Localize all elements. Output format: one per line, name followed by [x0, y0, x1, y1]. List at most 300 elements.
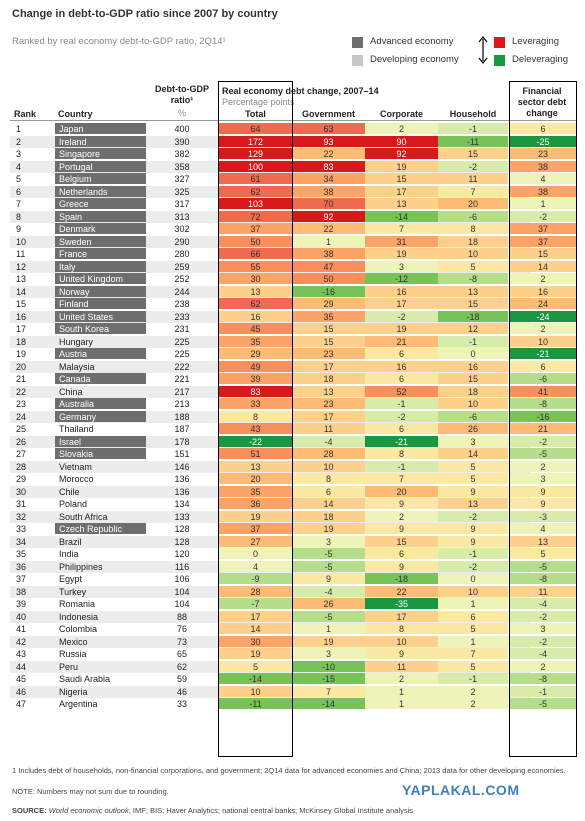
hh-cell: 5	[438, 261, 508, 272]
country-cell: Vietnam	[59, 461, 92, 472]
country-cell: Thailand	[59, 424, 94, 434]
rank-cell: 13	[16, 274, 27, 284]
gov-cell: -5	[292, 611, 365, 622]
rank-cell: 15	[16, 299, 27, 309]
hh-cell: -1	[438, 336, 508, 347]
total-cell: 13	[219, 286, 292, 297]
total-cell: 39	[219, 373, 292, 384]
gov-cell: 7	[292, 686, 365, 697]
ratio-cell: 238	[174, 299, 190, 309]
fin-cell: 3	[510, 623, 576, 634]
rank-cell: 4	[16, 161, 22, 172]
ratio-cell: 244	[174, 286, 190, 297]
country-cell: Brazil	[59, 536, 82, 547]
fin-cell: -16	[510, 411, 576, 422]
country-cell: Poland	[59, 499, 88, 509]
hh-cell: 6	[438, 611, 508, 622]
corp-cell: 16	[365, 361, 438, 372]
gov-cell: -14	[292, 698, 365, 709]
hh-cell: -6	[438, 411, 508, 422]
rank-cell: 38	[16, 586, 27, 597]
corp-cell: 6	[365, 373, 438, 384]
fin-cell: 4	[510, 173, 576, 184]
corp-cell: 17	[365, 186, 438, 197]
rank-cell: 36	[16, 561, 27, 572]
gov-cell: 17	[292, 361, 365, 372]
country-cell: Canada	[55, 373, 146, 384]
fin-cell: 2	[510, 661, 576, 672]
header-total: Total	[245, 109, 266, 119]
fin-cell: -2	[510, 611, 576, 622]
hh-cell: 7	[438, 186, 508, 197]
fin-cell: 3	[510, 473, 576, 484]
corp-cell: 19	[365, 248, 438, 259]
fin-cell: -25	[510, 136, 576, 147]
header-divider	[10, 120, 576, 121]
country-cell: Israel	[55, 436, 146, 447]
ratio-cell: 382	[174, 149, 190, 159]
total-cell: 19	[219, 511, 292, 522]
ratio-cell: 65	[176, 649, 187, 659]
watermark: YAPLAKAL.COM	[402, 782, 520, 798]
header-financial: Financial sector debt change	[517, 86, 567, 118]
hh-cell: 18	[438, 386, 508, 397]
header-country: Country	[58, 109, 93, 119]
country-cell: Colombia	[59, 624, 98, 634]
rank-cell: 20	[16, 361, 27, 372]
total-cell: 29	[219, 348, 292, 359]
total-cell: 62	[219, 186, 292, 197]
rank-cell: 17	[16, 324, 27, 334]
total-cell: 0	[219, 548, 292, 559]
total-cell: 33	[219, 398, 292, 409]
ratio-cell: 221	[174, 374, 190, 384]
gov-cell: 10	[292, 461, 365, 472]
header-group-title: Real economy debt change, 2007–14	[222, 86, 379, 96]
ratio-cell: 213	[174, 399, 190, 409]
country-cell: Russia	[59, 649, 87, 659]
corp-cell: -21	[365, 436, 438, 447]
country-cell: Portugal	[55, 161, 146, 172]
fin-cell: -8	[510, 398, 576, 409]
rank-cell: 5	[16, 174, 22, 184]
gov-cell: 63	[292, 123, 365, 134]
hh-cell: 7	[438, 648, 508, 659]
corp-cell: 90	[365, 136, 438, 147]
ratio-cell: 390	[174, 136, 190, 147]
gov-cell: 18	[292, 373, 365, 384]
hh-cell: 1	[438, 636, 508, 647]
rank-cell: 9	[16, 224, 22, 234]
total-cell: 43	[219, 423, 292, 434]
ratio-cell: 76	[176, 624, 187, 634]
rank-cell: 45	[16, 674, 27, 684]
legend-leveraging-swatch	[494, 37, 505, 48]
total-cell: 4	[219, 561, 292, 572]
fin-cell: 23	[510, 148, 576, 159]
gov-cell: 9	[292, 573, 365, 584]
ratio-cell: 231	[174, 324, 190, 334]
ratio-cell: 252	[174, 274, 190, 284]
rank-cell: 28	[16, 461, 27, 472]
legend-advanced-swatch	[352, 37, 363, 48]
fin-cell: -2	[510, 436, 576, 447]
total-cell: 172	[219, 136, 292, 147]
country-cell: Czech Republic	[55, 523, 146, 534]
country-cell: China	[59, 386, 83, 397]
hh-cell: -8	[438, 273, 508, 284]
corp-cell: 10	[365, 636, 438, 647]
total-cell: -7	[219, 598, 292, 609]
country-cell: Finland	[55, 298, 146, 309]
gov-cell: 14	[292, 498, 365, 509]
rank-cell: 8	[16, 211, 22, 222]
gov-cell: -15	[292, 673, 365, 684]
ratio-cell: 128	[174, 536, 190, 547]
hh-cell: 20	[438, 198, 508, 209]
fin-cell: 2	[510, 273, 576, 284]
rank-cell: 14	[16, 286, 27, 297]
country-cell: Malaysia	[59, 361, 95, 372]
ratio-cell: 151	[174, 449, 190, 459]
hh-cell: 14	[438, 448, 508, 459]
fin-cell: -2	[510, 636, 576, 647]
gov-cell: 18	[292, 511, 365, 522]
fin-cell: -5	[510, 448, 576, 459]
fin-cell: 6	[510, 361, 576, 372]
country-cell: Romania	[59, 599, 96, 609]
corp-cell: -12	[365, 273, 438, 284]
ratio-cell: 225	[174, 336, 190, 347]
gov-cell: 50	[292, 273, 365, 284]
country-cell: Chile	[59, 486, 80, 497]
country-cell: Italy	[55, 261, 146, 272]
corp-cell: 6	[365, 423, 438, 434]
total-cell: 17	[219, 611, 292, 622]
fin-cell: 24	[510, 298, 576, 309]
total-cell: 27	[219, 536, 292, 547]
total-cell: -11	[219, 698, 292, 709]
hh-cell: -2	[438, 561, 508, 572]
corp-cell: -1	[365, 461, 438, 472]
gov-cell: 23	[292, 348, 365, 359]
ratio-cell: 104	[174, 599, 190, 609]
country-cell: Sweden	[55, 236, 146, 247]
total-cell: -9	[219, 573, 292, 584]
fin-cell: -24	[510, 311, 576, 322]
total-cell: 50	[219, 236, 292, 247]
gov-cell: 19	[292, 523, 365, 534]
financial-column-frame	[509, 81, 577, 757]
country-cell: Morocco	[59, 474, 94, 484]
country-cell: India	[59, 549, 79, 559]
ratio-cell: 120	[174, 549, 190, 559]
fin-cell: -5	[510, 698, 576, 709]
total-cell: 83	[219, 386, 292, 397]
gov-cell: 83	[292, 161, 365, 172]
rank-cell: 26	[16, 436, 27, 447]
fin-cell: 6	[510, 123, 576, 134]
source-rest: , IMF; BIS; Haver Analytics; national central banks; McKinsey Global Institute analysis	[128, 806, 414, 815]
corp-cell: 21	[365, 336, 438, 347]
fin-cell: 38	[510, 161, 576, 172]
country-cell: Indonesia	[59, 611, 99, 622]
country-cell: Nigeria	[59, 686, 88, 697]
rank-cell: 29	[16, 474, 27, 484]
gov-cell: 8	[292, 473, 365, 484]
hh-cell: -2	[438, 161, 508, 172]
gov-cell: 47	[292, 261, 365, 272]
hh-cell: 11	[438, 173, 508, 184]
ratio-cell: 134	[174, 499, 190, 509]
gov-cell: 13	[292, 386, 365, 397]
country-cell: Slovakia	[55, 448, 146, 459]
country-cell: Australia	[55, 398, 146, 409]
total-cell: 37	[219, 223, 292, 234]
corp-cell: 6	[365, 348, 438, 359]
source-italic: World economic outlook	[48, 806, 129, 815]
ratio-cell: 133	[174, 511, 190, 522]
fin-cell: 4	[510, 523, 576, 534]
corp-cell: 2	[365, 673, 438, 684]
country-cell: Greece	[55, 198, 146, 209]
rank-cell: 32	[16, 511, 27, 522]
corp-cell: 15	[365, 173, 438, 184]
fin-cell: -1	[510, 686, 576, 697]
rank-cell: 34	[16, 536, 27, 547]
ratio-cell: 225	[174, 349, 190, 359]
chart-title: Change in debt-to-GDP ratio since 2007 by country	[12, 8, 278, 20]
total-cell: 55	[219, 261, 292, 272]
corp-cell: -14	[365, 211, 438, 222]
rank-cell: 47	[16, 699, 27, 709]
hh-cell: -1	[438, 548, 508, 559]
rank-cell: 7	[16, 199, 22, 209]
hh-cell: -18	[438, 311, 508, 322]
country-cell: Ireland	[55, 136, 146, 147]
rank-cell: 25	[16, 424, 27, 434]
total-cell: 36	[219, 498, 292, 509]
ratio-cell: 217	[174, 386, 190, 397]
ratio-cell: 73	[176, 636, 187, 647]
hh-cell: 18	[438, 236, 508, 247]
ratio-cell: 233	[174, 311, 190, 322]
header-household: Household	[449, 109, 497, 119]
gov-cell: 17	[292, 411, 365, 422]
note: NOTE: Numbers may not sum due to rounding.	[12, 787, 169, 796]
hh-cell: 10	[438, 248, 508, 259]
fin-cell: 41	[510, 386, 576, 397]
total-cell: 35	[219, 336, 292, 347]
ratio-cell: 188	[174, 411, 190, 422]
gov-cell: 35	[292, 311, 365, 322]
corp-cell: 20	[365, 486, 438, 497]
country-cell: Norway	[55, 286, 146, 297]
corp-cell: 19	[365, 323, 438, 334]
rank-cell: 44	[16, 661, 27, 672]
ratio-cell: 59	[176, 674, 187, 684]
gov-cell: -4	[292, 586, 365, 597]
country-cell: Japan	[55, 123, 146, 134]
ratio-cell: 313	[174, 211, 190, 222]
corp-cell: 15	[365, 536, 438, 547]
gov-cell: 23	[292, 398, 365, 409]
country-cell: Spain	[55, 211, 146, 222]
total-cell: 49	[219, 361, 292, 372]
corp-cell: 6	[365, 548, 438, 559]
corp-cell: 2	[365, 511, 438, 522]
corp-cell: -2	[365, 411, 438, 422]
total-cell: -14	[219, 673, 292, 684]
rank-cell: 18	[16, 336, 27, 347]
rank-cell: 19	[16, 349, 27, 359]
hh-cell: 1	[438, 598, 508, 609]
corp-cell: 19	[365, 161, 438, 172]
corp-cell: 52	[365, 386, 438, 397]
fin-cell: -4	[510, 598, 576, 609]
fin-cell: 37	[510, 223, 576, 234]
gov-cell: 29	[292, 298, 365, 309]
gov-cell: 26	[292, 598, 365, 609]
rank-cell: 35	[16, 549, 27, 559]
hh-cell: -11	[438, 136, 508, 147]
corp-cell: 2	[365, 123, 438, 134]
ratio-cell: 317	[174, 199, 190, 209]
header-ratio-unit: %	[177, 108, 186, 118]
fin-cell: 13	[510, 536, 576, 547]
rank-cell: 46	[16, 686, 27, 697]
rank-cell: 41	[16, 624, 27, 634]
fin-cell: -21	[510, 348, 576, 359]
gov-cell: 22	[292, 223, 365, 234]
hh-cell: 13	[438, 286, 508, 297]
ratio-cell: 222	[174, 361, 190, 372]
source	[12, 806, 413, 815]
ratio-cell: 106	[174, 574, 190, 584]
hh-cell: 5	[438, 461, 508, 472]
fin-cell: -8	[510, 573, 576, 584]
hh-cell: 16	[438, 361, 508, 372]
gov-cell: -10	[292, 661, 365, 672]
gov-cell: 15	[292, 323, 365, 334]
total-cell: 19	[219, 648, 292, 659]
fin-cell: -5	[510, 561, 576, 572]
corp-cell: 16	[365, 286, 438, 297]
gov-cell: 28	[292, 448, 365, 459]
legend-developing-swatch	[352, 55, 363, 66]
fin-cell: 16	[510, 286, 576, 297]
corp-cell: 9	[365, 648, 438, 659]
fin-cell: -6	[510, 373, 576, 384]
rank-cell: 10	[16, 236, 27, 247]
hh-cell: 8	[438, 223, 508, 234]
hh-cell: 10	[438, 586, 508, 597]
corp-cell: 1	[365, 686, 438, 697]
corp-cell: 9	[365, 523, 438, 534]
total-cell: 30	[219, 273, 292, 284]
gov-cell: 6	[292, 486, 365, 497]
corp-cell: 8	[365, 623, 438, 634]
ratio-cell: 187	[174, 424, 190, 434]
corp-cell: 7	[365, 473, 438, 484]
total-cell: 72	[219, 211, 292, 222]
ratio-cell: 136	[174, 486, 190, 497]
legend-deleveraging-label: Deleveraging	[512, 54, 568, 65]
ratio-cell: 280	[174, 249, 190, 259]
country-cell: Turkey	[59, 586, 87, 597]
hh-cell: -1	[438, 123, 508, 134]
country-cell: Germany	[55, 411, 146, 422]
total-cell: 129	[219, 148, 292, 159]
fin-cell: -8	[510, 673, 576, 684]
total-cell: -22	[219, 436, 292, 447]
corp-cell: -35	[365, 598, 438, 609]
hh-cell: -1	[438, 673, 508, 684]
gov-cell: -5	[292, 561, 365, 572]
total-cell: 13	[219, 461, 292, 472]
hh-cell: -2	[438, 511, 508, 522]
hh-cell: 15	[438, 148, 508, 159]
hh-cell: -6	[438, 211, 508, 222]
rank-cell: 22	[16, 386, 27, 397]
hh-cell: 12	[438, 323, 508, 334]
country-cell: United States	[55, 311, 146, 322]
country-cell: Singapore	[55, 148, 146, 159]
corp-cell: -2	[365, 311, 438, 322]
country-cell: France	[55, 248, 146, 259]
hh-cell: 2	[438, 686, 508, 697]
header-government: Government	[301, 109, 355, 119]
corp-cell: 22	[365, 586, 438, 597]
rank-cell: 39	[16, 599, 27, 609]
ratio-cell: 400	[174, 124, 190, 134]
total-cell: 51	[219, 448, 292, 459]
ratio-cell: 33	[176, 699, 187, 709]
total-cell: 103	[219, 198, 292, 209]
ratio-cell: 178	[174, 436, 190, 447]
corp-cell: 92	[365, 148, 438, 159]
gov-cell: 3	[292, 648, 365, 659]
hh-cell: 13	[438, 498, 508, 509]
total-cell: 28	[219, 586, 292, 597]
total-cell: 20	[219, 473, 292, 484]
total-cell: 14	[219, 623, 292, 634]
gov-cell: -5	[292, 548, 365, 559]
hh-cell: 5	[438, 473, 508, 484]
corp-cell: 8	[365, 448, 438, 459]
ratio-cell: 128	[174, 524, 190, 534]
gov-cell: 15	[292, 336, 365, 347]
gov-cell: -16	[292, 286, 365, 297]
fin-cell: -3	[510, 511, 576, 522]
hh-cell: 9	[438, 523, 508, 534]
rank-cell: 42	[16, 636, 27, 647]
total-cell: 62	[219, 298, 292, 309]
legend-developing-label: Developing economy	[370, 54, 459, 65]
fin-cell: 14	[510, 261, 576, 272]
ratio-cell: 104	[174, 586, 190, 597]
rank-cell: 16	[16, 311, 27, 322]
gov-cell: 11	[292, 423, 365, 434]
hh-cell: 5	[438, 661, 508, 672]
total-cell: 30	[219, 636, 292, 647]
gov-cell: 70	[292, 198, 365, 209]
rank-cell: 30	[16, 486, 27, 497]
fin-cell: 2	[510, 461, 576, 472]
rank-cell: 12	[16, 261, 27, 272]
total-cell: 66	[219, 248, 292, 259]
leverage-arrow-icon	[478, 36, 488, 64]
